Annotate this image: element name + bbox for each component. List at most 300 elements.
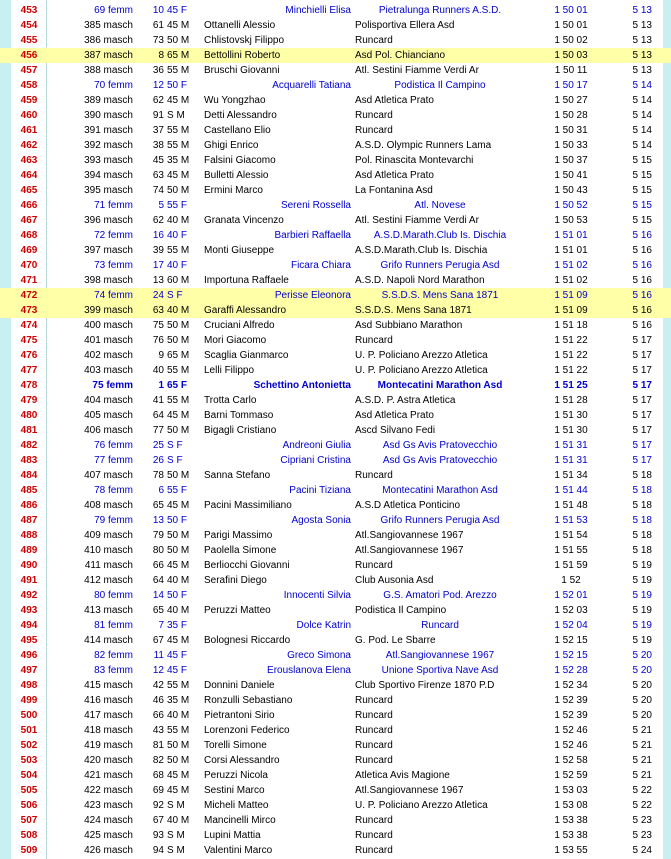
- time-cell: 1 51 31: [554, 455, 588, 466]
- name-cell: Monti Giuseppe: [204, 245, 275, 256]
- table-row: [0, 63, 671, 78]
- cat-rank-cell: 82: [152, 755, 164, 766]
- category-cell: 55 M: [167, 680, 190, 691]
- cat-rank-cell: 94: [152, 845, 164, 856]
- table-row: [0, 333, 671, 348]
- position-cell: 468: [20, 230, 38, 241]
- club-cell: Runcard: [355, 725, 393, 736]
- position-cell: 492: [20, 590, 38, 601]
- position-cell: 456: [20, 50, 38, 61]
- pace-cell: 5 20: [632, 710, 652, 721]
- name-cell: Cipriani Cristina: [280, 455, 351, 466]
- time-cell: 1 51 01: [554, 245, 588, 256]
- time-cell: 1 50 53: [554, 215, 588, 226]
- position-cell: 466: [20, 200, 38, 211]
- category-cell: 40 M: [167, 575, 190, 586]
- club-cell: Club Sportivo Firenze 1870 P.D: [355, 680, 495, 691]
- position-cell: 498: [20, 680, 38, 691]
- table-row: [0, 303, 671, 318]
- name-cell: Pacini Tiziana: [289, 485, 351, 496]
- bib-cell: 410 masch: [84, 545, 133, 556]
- club-cell: A.S.D.Marath.Club Is. Dischia: [373, 230, 507, 241]
- name-cell: Sestini Marco: [204, 785, 265, 796]
- table-row: [0, 168, 671, 183]
- table-row: [0, 783, 671, 798]
- category-cell: 45 F: [167, 665, 188, 676]
- pace-cell: 5 15: [632, 155, 652, 166]
- position-cell: 483: [20, 455, 38, 466]
- category-cell: 45 M: [167, 635, 190, 646]
- pace-cell: 5 13: [632, 5, 652, 16]
- position-cell: 505: [20, 785, 38, 796]
- cat-rank-cell: 45: [152, 155, 164, 166]
- name-cell: Acquarelli Tatiana: [272, 80, 351, 91]
- club-cell: Atl.Sangiovannese 1967: [355, 530, 464, 541]
- time-cell: 1 51 59: [554, 560, 588, 571]
- pace-cell: 5 24: [632, 845, 652, 856]
- pace-cell: 5 17: [632, 380, 652, 391]
- position-cell: 502: [20, 740, 38, 751]
- pace-cell: 5 20: [632, 695, 652, 706]
- bib-cell: 403 masch: [84, 365, 133, 376]
- time-cell: 1 51 22: [554, 335, 588, 346]
- category-cell: 50 M: [167, 335, 190, 346]
- time-cell: 1 53 03: [554, 785, 588, 796]
- time-cell: 1 52 15: [554, 635, 588, 646]
- pace-cell: 5 19: [632, 590, 652, 601]
- position-cell: 467: [20, 215, 38, 226]
- pace-cell: 5 17: [632, 425, 652, 436]
- bib-cell: 76 femm: [94, 440, 133, 451]
- time-cell: 1 50 17: [554, 80, 588, 91]
- bib-cell: 82 femm: [94, 650, 133, 661]
- time-cell: 1 51 34: [554, 470, 588, 481]
- pace-cell: 5 18: [632, 530, 652, 541]
- category-cell: 50 F: [167, 80, 188, 91]
- pace-cell: 5 14: [632, 110, 652, 121]
- category-cell: 50 M: [167, 545, 190, 556]
- name-cell: Barni Tommaso: [204, 410, 274, 421]
- category-cell: 60 M: [167, 275, 190, 286]
- time-cell: 1 52 15: [554, 650, 588, 661]
- name-cell: Castellano Elio: [204, 125, 271, 136]
- table-row: [0, 243, 671, 258]
- category-cell: 50 M: [167, 185, 190, 196]
- pace-cell: 5 14: [632, 95, 652, 106]
- club-cell: Runcard: [355, 695, 393, 706]
- pace-cell: 5 22: [632, 800, 652, 811]
- name-cell: Micheli Matteo: [204, 800, 269, 811]
- pace-cell: 5 14: [632, 125, 652, 136]
- bib-cell: 408 masch: [84, 500, 133, 511]
- name-cell: Lupini Mattia: [204, 830, 261, 841]
- club-cell: Asd Pol. Chianciano: [355, 50, 446, 61]
- club-cell: Asd Atletica Prato: [355, 170, 434, 181]
- position-cell: 453: [20, 5, 38, 16]
- bib-cell: 423 masch: [84, 800, 133, 811]
- cat-rank-cell: 66: [152, 710, 164, 721]
- cat-rank-cell: 1: [158, 380, 164, 391]
- club-cell: Asd Subbiano Marathon: [355, 320, 463, 331]
- time-cell: 1 50 37: [554, 155, 588, 166]
- position-cell: 465: [20, 185, 38, 196]
- table-row: [0, 213, 671, 228]
- club-cell: Runcard: [355, 845, 393, 856]
- category-cell: 45 M: [167, 785, 190, 796]
- position-cell: 506: [20, 800, 38, 811]
- cat-rank-cell: 81: [152, 740, 164, 751]
- name-cell: Barbieri Raffaella: [274, 230, 351, 241]
- time-cell: 1 50 33: [554, 140, 588, 151]
- club-cell: Runcard: [355, 755, 393, 766]
- bib-cell: 389 masch: [84, 95, 133, 106]
- category-cell: 45 M: [167, 560, 190, 571]
- table-row: [0, 78, 671, 93]
- name-cell: Lelli Filippo: [204, 365, 255, 376]
- category-cell: 50 M: [167, 35, 190, 46]
- bib-cell: 414 masch: [84, 635, 133, 646]
- bib-cell: 72 femm: [94, 230, 133, 241]
- pace-cell: 5 16: [632, 245, 652, 256]
- category-cell: 40 F: [167, 230, 188, 241]
- time-cell: 1 51 53: [554, 515, 588, 526]
- bib-cell: 71 femm: [94, 200, 133, 211]
- table-row: [0, 798, 671, 813]
- cat-rank-cell: 43: [152, 725, 164, 736]
- name-cell: Berliocchi Giovanni: [204, 560, 290, 571]
- category-cell: 45 M: [167, 500, 190, 511]
- pace-cell: 5 16: [632, 290, 652, 301]
- cat-rank-cell: 77: [152, 425, 164, 436]
- name-cell: Cruciani Alfredo: [204, 320, 275, 331]
- time-cell: 1 50 03: [554, 50, 588, 61]
- position-cell: 458: [20, 80, 38, 91]
- category-cell: 65 M: [167, 50, 190, 61]
- cat-rank-cell: 6: [158, 485, 164, 496]
- table-row: [0, 753, 671, 768]
- name-cell: Bettollini Roberto: [204, 50, 281, 61]
- club-cell: G.S. Amatori Pod. Arezzo: [383, 590, 497, 601]
- cat-rank-cell: 63: [152, 170, 164, 181]
- results-table: [0, 3, 671, 858]
- pace-cell: 5 14: [632, 140, 652, 151]
- club-cell: U. P. Policiano Arezzo Atletica: [355, 365, 488, 376]
- bib-cell: 416 masch: [84, 695, 133, 706]
- club-cell: Montecatini Marathon Asd: [377, 380, 503, 391]
- name-cell: Donnini Daniele: [204, 680, 275, 691]
- table-row: [0, 768, 671, 783]
- position-cell: 507: [20, 815, 38, 826]
- position-cell: 462: [20, 140, 38, 151]
- category-cell: 50 F: [167, 590, 188, 601]
- category-cell: S M: [167, 830, 185, 841]
- name-cell: Importuna Raffaele: [204, 275, 289, 286]
- pace-cell: 5 19: [632, 560, 652, 571]
- cat-rank-cell: 14: [152, 590, 164, 601]
- position-cell: 473: [20, 305, 38, 316]
- bib-cell: 69 femm: [94, 5, 133, 16]
- club-cell: Atl.Sangiovannese 1967: [355, 545, 464, 556]
- bib-cell: 406 masch: [84, 425, 133, 436]
- position-cell: 463: [20, 155, 38, 166]
- position-cell: 494: [20, 620, 38, 631]
- table-row: [0, 393, 671, 408]
- name-cell: Bruschi Giovanni: [204, 65, 280, 76]
- time-cell: 1 51 25: [554, 380, 588, 391]
- cat-rank-cell: 42: [152, 680, 164, 691]
- pace-cell: 5 18: [632, 500, 652, 511]
- name-cell: Pietrantoni Sirio: [204, 710, 275, 721]
- bib-cell: 412 masch: [84, 575, 133, 586]
- position-cell: 475: [20, 335, 38, 346]
- position-cell: 455: [20, 35, 38, 46]
- bib-cell: 75 femm: [92, 380, 133, 391]
- cat-rank-cell: 63: [152, 305, 164, 316]
- category-cell: S F: [167, 455, 183, 466]
- club-cell: Atletica Avis Magione: [355, 770, 450, 781]
- position-cell: 508: [20, 830, 38, 841]
- time-cell: 1 51 22: [554, 365, 588, 376]
- table-row: [0, 618, 671, 633]
- time-cell: 1 50 52: [554, 200, 588, 211]
- cat-rank-cell: 40: [152, 365, 164, 376]
- pace-cell: 5 13: [632, 20, 652, 31]
- cat-rank-cell: 78: [152, 470, 164, 481]
- time-cell: 1 50 02: [554, 35, 588, 46]
- club-cell: Asd Gs Avis Pratovecchio: [382, 455, 498, 466]
- time-cell: 1 52 03: [554, 605, 588, 616]
- category-cell: 65 F: [167, 380, 188, 391]
- table-row: [0, 468, 671, 483]
- cat-rank-cell: 62: [152, 95, 164, 106]
- category-cell: 55 M: [167, 125, 190, 136]
- position-cell: 485: [20, 485, 38, 496]
- position-cell: 460: [20, 110, 38, 121]
- club-cell: Asd Gs Avis Pratovecchio: [382, 440, 498, 451]
- table-row: [0, 588, 671, 603]
- time-cell: 1 51 30: [554, 410, 588, 421]
- bib-cell: 421 masch: [84, 770, 133, 781]
- pace-cell: 5 17: [632, 365, 652, 376]
- club-cell: Atl. Sestini Fiamme Verdi Ar: [355, 215, 479, 226]
- time-cell: 1 52 01: [554, 590, 588, 601]
- bib-cell: 419 masch: [84, 740, 133, 751]
- cat-rank-cell: 13: [152, 275, 164, 286]
- pace-cell: 5 13: [632, 35, 652, 46]
- position-cell: 495: [20, 635, 38, 646]
- category-cell: 35 M: [167, 695, 190, 706]
- name-cell: Serafini Diego: [204, 575, 267, 586]
- pace-cell: 5 20: [632, 680, 652, 691]
- time-cell: 1 51 01: [554, 230, 588, 241]
- cat-rank-cell: 62: [152, 215, 164, 226]
- time-cell: 1 51 30: [554, 425, 588, 436]
- pace-cell: 5 18: [632, 485, 652, 496]
- position-cell: 454: [20, 20, 38, 31]
- category-cell: 65 M: [167, 350, 190, 361]
- position-cell: 482: [20, 440, 38, 451]
- position-cell: 500: [20, 710, 38, 721]
- bib-cell: 73 femm: [94, 260, 133, 271]
- time-cell: 1 50 01: [554, 5, 588, 16]
- time-cell: 1 52 46: [554, 740, 588, 751]
- bib-cell: 409 masch: [84, 530, 133, 541]
- pace-cell: 5 16: [632, 305, 652, 316]
- cat-rank-cell: 75: [152, 320, 164, 331]
- category-cell: 45 M: [167, 410, 190, 421]
- table-row: [0, 513, 671, 528]
- name-cell: Garaffi Alessandro: [204, 305, 287, 316]
- pace-cell: 5 17: [632, 350, 652, 361]
- time-cell: 1 53 55: [554, 845, 588, 856]
- cat-rank-cell: 66: [152, 560, 164, 571]
- club-cell: Pol. Rinascita Montevarchi: [355, 155, 474, 166]
- pace-cell: 5 23: [632, 815, 652, 826]
- club-cell: Runcard: [355, 125, 393, 136]
- table-row: [0, 738, 671, 753]
- bib-cell: 392 masch: [84, 140, 133, 151]
- time-cell: 1 51 02: [554, 260, 588, 271]
- name-cell: Sereni Rossella: [280, 200, 351, 211]
- club-cell: Pietralunga Runners A.S.D.: [378, 5, 502, 16]
- club-cell: S.S.D.S. Mens Sana 1871: [381, 290, 499, 301]
- bib-cell: 78 femm: [94, 485, 133, 496]
- cat-rank-cell: 79: [152, 530, 164, 541]
- category-cell: 45 M: [167, 20, 190, 31]
- bib-cell: 426 masch: [84, 845, 133, 856]
- pace-cell: 5 17: [632, 410, 652, 421]
- bib-cell: 411 masch: [84, 560, 133, 571]
- table-row: [0, 543, 671, 558]
- category-cell: 35 F: [167, 620, 188, 631]
- category-cell: S F: [167, 290, 183, 301]
- position-cell: 459: [20, 95, 38, 106]
- table-row: [0, 93, 671, 108]
- position-cell: 478: [20, 380, 38, 391]
- bib-cell: 417 masch: [84, 710, 133, 721]
- club-cell: A.S.D.Marath.Club Is. Dischia: [355, 245, 488, 256]
- club-cell: Atl. Novese: [414, 200, 466, 211]
- time-cell: 1 51 55: [554, 545, 588, 556]
- pace-cell: 5 16: [632, 275, 652, 286]
- category-cell: 40 M: [167, 215, 190, 226]
- club-cell: A.S.D Atletica Ponticino: [355, 500, 461, 511]
- time-cell: 1 50 27: [554, 95, 588, 106]
- club-cell: Runcard: [355, 815, 393, 826]
- pace-cell: 5 18: [632, 545, 652, 556]
- category-cell: 45 M: [167, 770, 190, 781]
- club-cell: Unione Sportiva Nave Asd: [381, 665, 499, 676]
- cat-rank-cell: 12: [152, 80, 164, 91]
- name-cell: Andreoni Giulia: [282, 440, 351, 451]
- position-cell: 469: [20, 245, 38, 256]
- position-cell: 477: [20, 365, 38, 376]
- table-row: [0, 48, 671, 63]
- bib-cell: 396 masch: [84, 215, 133, 226]
- club-cell: G. Pod. Le Sbarre: [355, 635, 436, 646]
- club-cell: Atl.Sangiovannese 1967: [385, 650, 495, 661]
- cat-rank-cell: 64: [152, 575, 164, 586]
- position-cell: 474: [20, 320, 38, 331]
- name-cell: Torelli Simone: [204, 740, 267, 751]
- name-cell: Greco Simona: [287, 650, 351, 661]
- bib-cell: 402 masch: [84, 350, 133, 361]
- category-cell: S M: [167, 110, 185, 121]
- cat-rank-cell: 16: [152, 230, 164, 241]
- club-cell: Runcard: [355, 470, 393, 481]
- club-cell: Polisportiva Ellera Asd: [355, 20, 455, 31]
- club-cell: Runcard: [355, 560, 393, 571]
- cat-rank-cell: 65: [152, 605, 164, 616]
- bib-cell: 418 masch: [84, 725, 133, 736]
- category-cell: 45 F: [167, 650, 188, 661]
- table-row: [0, 363, 671, 378]
- table-row: [0, 633, 671, 648]
- cat-rank-cell: 64: [152, 410, 164, 421]
- time-cell: 1 52 58: [554, 755, 588, 766]
- position-cell: 491: [20, 575, 38, 586]
- club-cell: Podistica Il Campino: [355, 605, 447, 616]
- club-cell: Atl.Sangiovannese 1967: [355, 785, 464, 796]
- position-cell: 504: [20, 770, 38, 781]
- club-cell: Grifo Runners Perugia Asd: [380, 260, 500, 271]
- club-cell: Runcard: [355, 35, 393, 46]
- bib-cell: 388 masch: [84, 65, 133, 76]
- bib-cell: 394 masch: [84, 170, 133, 181]
- table-row: [0, 678, 671, 693]
- time-cell: 1 52 39: [554, 710, 588, 721]
- table-row: [0, 723, 671, 738]
- table-row: [0, 453, 671, 468]
- table-row: [0, 663, 671, 678]
- name-cell: Bigagli Cristiano: [204, 425, 277, 436]
- bib-cell: 79 femm: [94, 515, 133, 526]
- category-cell: 55 M: [167, 725, 190, 736]
- pace-cell: 5 19: [632, 575, 652, 586]
- time-cell: 1 51 22: [554, 350, 588, 361]
- position-cell: 457: [20, 65, 38, 76]
- table-row: [0, 813, 671, 828]
- time-cell: 1 51 31: [554, 440, 588, 451]
- table-row: [0, 153, 671, 168]
- cat-rank-cell: 74: [152, 185, 164, 196]
- name-cell: Ronzulli Sebastiano: [204, 695, 293, 706]
- name-cell: Wu Yongzhao: [204, 95, 266, 106]
- position-cell: 486: [20, 500, 38, 511]
- cat-rank-cell: 92: [152, 800, 164, 811]
- table-row: [0, 498, 671, 513]
- name-cell: Dolce Katrin: [296, 620, 351, 631]
- club-cell: A.S.D. P. Astra Atletica: [355, 395, 456, 406]
- club-cell: Runcard: [355, 740, 393, 751]
- club-cell: A.S.D. Napoli Nord Marathon: [355, 275, 485, 286]
- position-cell: 471: [20, 275, 38, 286]
- bib-cell: 397 masch: [84, 245, 133, 256]
- cat-rank-cell: 13: [152, 515, 164, 526]
- table-row: [0, 258, 671, 273]
- cat-rank-cell: 9: [158, 350, 164, 361]
- category-cell: 55 M: [167, 395, 190, 406]
- pace-cell: 5 17: [632, 335, 652, 346]
- name-cell: Peruzzi Matteo: [204, 605, 271, 616]
- cat-rank-cell: 37: [152, 125, 164, 136]
- bib-cell: 77 femm: [94, 455, 133, 466]
- cat-rank-cell: 69: [152, 785, 164, 796]
- category-cell: 50 F: [167, 515, 188, 526]
- time-cell: 1 51 48: [554, 500, 588, 511]
- name-cell: Ficara Chiara: [290, 260, 351, 271]
- cat-rank-cell: 12: [152, 665, 164, 676]
